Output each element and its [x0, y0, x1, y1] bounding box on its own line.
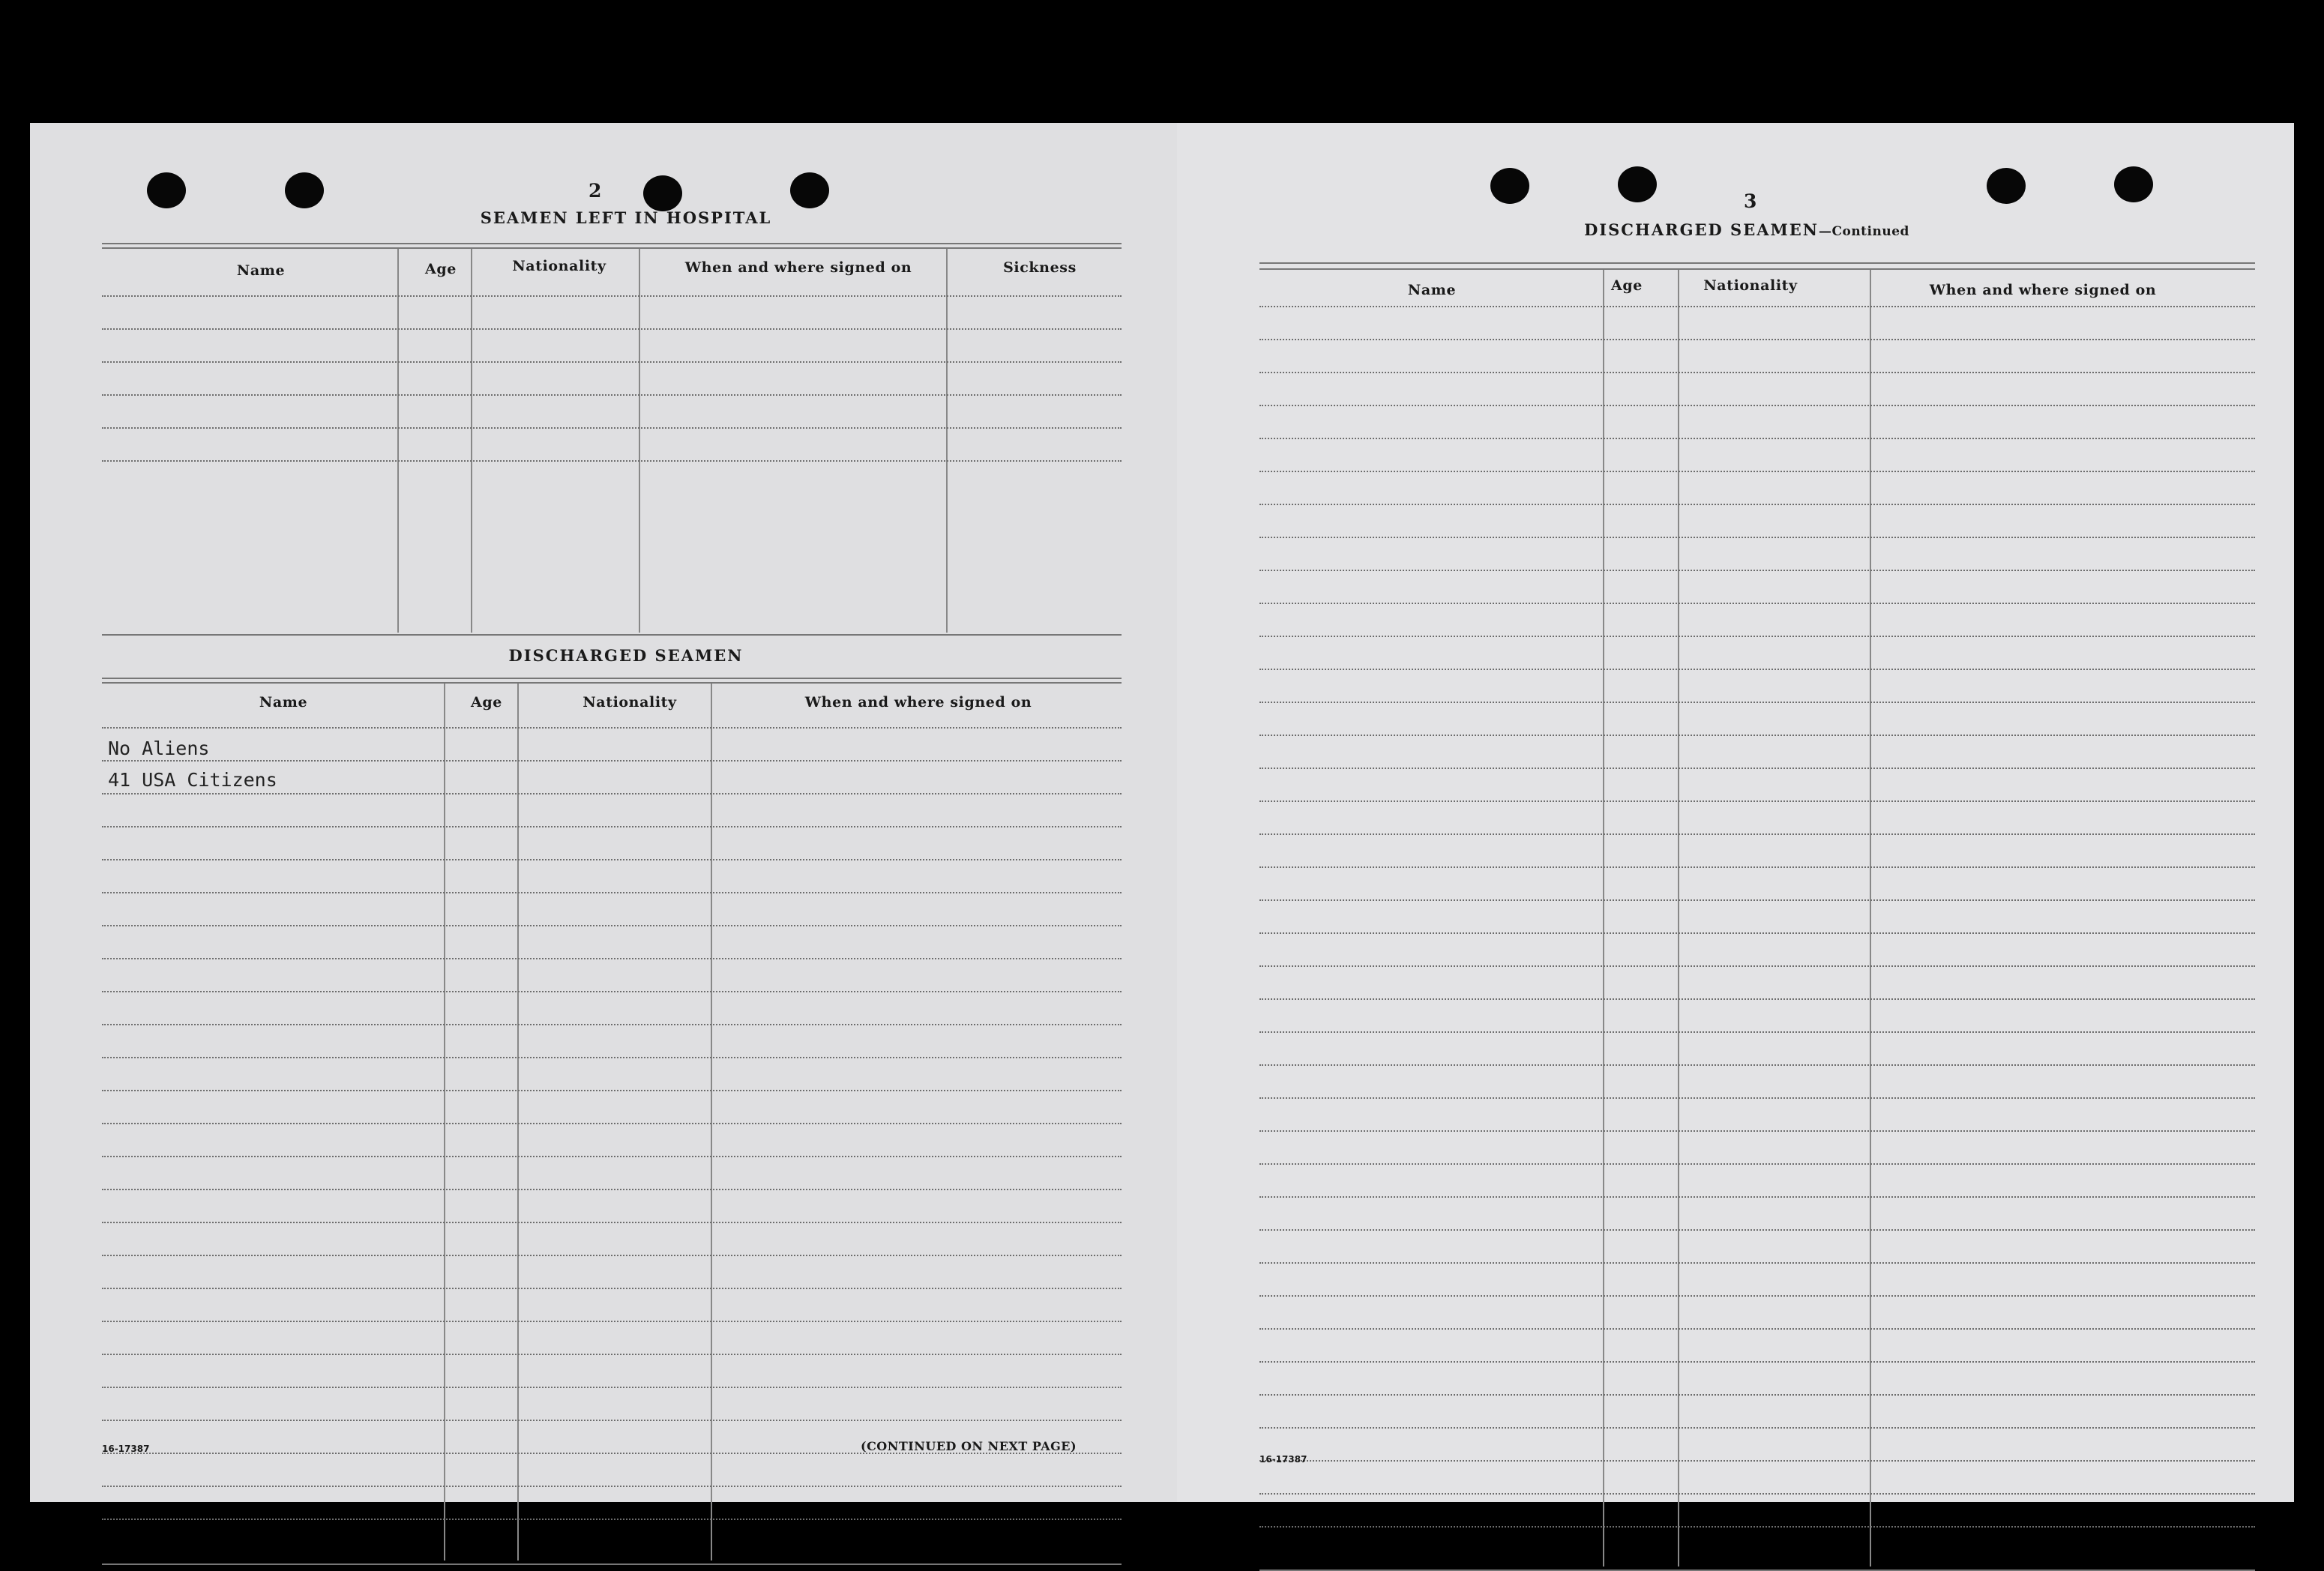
- rule: [1259, 262, 2255, 264]
- entry-line: [102, 991, 1122, 992]
- entry-line: [1259, 636, 2255, 637]
- entry-line: [102, 1156, 1122, 1157]
- column-header-name: Name: [259, 694, 308, 711]
- hospital-section-title: SEAMEN LEFT IN HOSPITAL: [480, 208, 772, 227]
- column-header-sickness: Sickness: [1003, 259, 1077, 276]
- entry-line: [102, 1519, 1122, 1520]
- entry-line: [1259, 1163, 2255, 1165]
- entry-usa-citizens: 41 USA Citizens: [108, 769, 277, 791]
- entry-line: [1259, 932, 2255, 934]
- entry-line: [1259, 1460, 2255, 1462]
- entry-line: [1259, 306, 2255, 307]
- entry-line: [1259, 866, 2255, 868]
- entry-line: [102, 1222, 1122, 1223]
- entry-line: [102, 925, 1122, 926]
- entry-line: [1259, 833, 2255, 835]
- rule: [102, 678, 1122, 679]
- rule: [102, 682, 1122, 684]
- entry-line: [1259, 998, 2255, 1000]
- entry-line: [1259, 1229, 2255, 1231]
- punch-hole: [1618, 166, 1657, 202]
- entry-line: [102, 1024, 1122, 1025]
- entry-line: [1259, 405, 2255, 406]
- entry-line: [1259, 965, 2255, 967]
- column-header-nationality: Nationality: [512, 258, 606, 274]
- entry-line: [1259, 669, 2255, 670]
- column-divider: [397, 249, 399, 633]
- entry-line: [1259, 1262, 2255, 1264]
- punch-hole: [643, 175, 682, 211]
- entry-line: [1259, 1328, 2255, 1330]
- entry-line: [1259, 735, 2255, 736]
- entry-line: [1259, 537, 2255, 538]
- column-header-name: Name: [1407, 282, 1457, 298]
- entry-line: [1259, 438, 2255, 439]
- form-number: 16-17387: [102, 1444, 150, 1454]
- entry-line: [1259, 1394, 2255, 1396]
- column-divider: [1870, 270, 1871, 1567]
- punch-hole: [1490, 168, 1529, 204]
- entry-line: [1259, 1427, 2255, 1429]
- rule: [102, 634, 1122, 636]
- page-number: 3: [1744, 190, 1757, 212]
- entry-line: [1259, 603, 2255, 604]
- entry-line: [102, 892, 1122, 893]
- entry-line: [102, 760, 1122, 762]
- form-number: 16-17387: [1259, 1454, 1307, 1465]
- column-header-name: Name: [236, 262, 286, 279]
- entry-line: [102, 727, 1122, 729]
- entry-line: [102, 958, 1122, 959]
- entry-line: [102, 793, 1122, 794]
- entry-line: [102, 1189, 1122, 1190]
- column-divider: [946, 249, 948, 633]
- right-page: [1177, 123, 2294, 1502]
- entry-line: [1259, 899, 2255, 901]
- entry-line: [1259, 1196, 2255, 1198]
- entry-line: [1259, 1295, 2255, 1297]
- entry-line: [1259, 372, 2255, 373]
- punch-hole: [1987, 168, 2026, 204]
- entry-line: [102, 361, 1122, 363]
- entry-no-aliens: No Aliens: [108, 738, 210, 759]
- punch-hole: [2114, 166, 2153, 202]
- entry-line: [1259, 471, 2255, 472]
- left-page: [30, 123, 1177, 1502]
- entry-line: [1259, 1031, 2255, 1033]
- punch-hole: [285, 172, 324, 208]
- entry-line: [1259, 1493, 2255, 1495]
- entry-line: [102, 1288, 1122, 1289]
- scanned-document: [30, 123, 2294, 1502]
- column-divider: [444, 684, 445, 1561]
- entry-line: [102, 394, 1122, 396]
- column-header-signed-on: When and where signed on: [1929, 282, 2157, 298]
- entry-line: [1259, 768, 2255, 769]
- entry-line: [102, 1387, 1122, 1388]
- discharged-section-title: DISCHARGED SEAMEN: [508, 646, 744, 665]
- column-divider: [1678, 270, 1679, 1567]
- discharged-continued-title: DISCHARGED SEAMEN—Continued: [1584, 220, 1909, 239]
- rule: [1259, 268, 2255, 270]
- entry-line: [102, 1354, 1122, 1355]
- entry-line: [102, 826, 1122, 827]
- entry-line: [102, 1255, 1122, 1256]
- entry-line: [1259, 1361, 2255, 1363]
- page-number: 2: [588, 180, 602, 202]
- entry-line: [102, 1057, 1122, 1058]
- entry-line: [102, 295, 1122, 297]
- rule: [102, 243, 1122, 244]
- punch-hole: [147, 172, 186, 208]
- entry-line: [102, 328, 1122, 330]
- column-header-age: Age: [471, 694, 502, 711]
- punch-hole: [790, 172, 829, 208]
- column-header-nationality: Nationality: [582, 694, 677, 711]
- column-divider: [517, 684, 519, 1561]
- entry-line: [102, 859, 1122, 860]
- entry-line: [1259, 570, 2255, 571]
- column-divider: [639, 249, 640, 633]
- continued-note: (CONTINUED ON NEXT PAGE): [861, 1439, 1077, 1453]
- column-divider: [711, 684, 712, 1561]
- column-header-signed-on: When and where signed on: [684, 259, 912, 276]
- column-header-age: Age: [1611, 277, 1643, 294]
- entry-line: [102, 1090, 1122, 1091]
- entry-line: [1259, 702, 2255, 703]
- column-header-nationality: Nationality: [1703, 277, 1798, 294]
- entry-line: [1259, 1130, 2255, 1132]
- entry-line: [1259, 339, 2255, 340]
- entry-line: [102, 1420, 1122, 1421]
- entry-line: [102, 1321, 1122, 1322]
- entry-line: [102, 1486, 1122, 1487]
- entry-line: [102, 1123, 1122, 1124]
- column-header-signed-on: When and where signed on: [804, 694, 1032, 711]
- rule: [102, 247, 1122, 249]
- column-header-age: Age: [425, 261, 457, 277]
- column-divider: [1603, 270, 1604, 1567]
- entry-line: [102, 427, 1122, 429]
- entry-line: [1259, 504, 2255, 505]
- entry-line: [1259, 1097, 2255, 1099]
- rule: [102, 1564, 1122, 1565]
- entry-line: [1259, 1064, 2255, 1066]
- entry-line: [102, 460, 1122, 462]
- column-divider: [471, 249, 472, 633]
- entry-line: [1259, 800, 2255, 802]
